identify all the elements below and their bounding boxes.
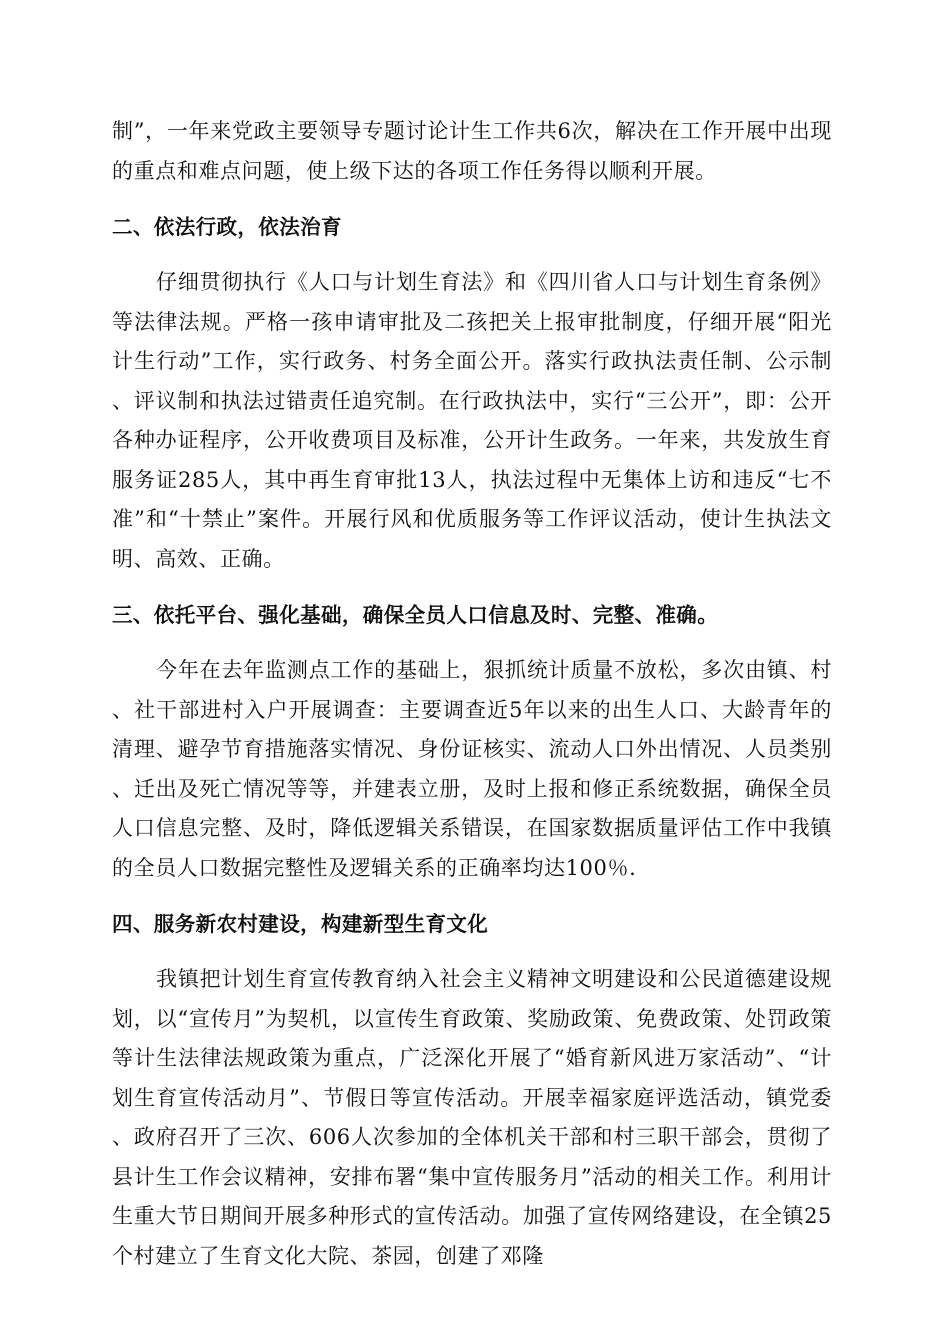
section-heading-4: 四、服务新农村建设，构建新型生育文化: [112, 912, 489, 936]
document-body: [112, 112, 832, 1276]
section-body-2: 仔细贯彻执行《人口与计划生育法》和《四川省人口与计划生育条例》等法律法规。严格一孩申请审批及二孩把关上报审批制度，仔细开展“阳光计生行动”工作，实行政务、村务全面公开。落实行政执法责任制、公示制、评议制和执法过错责任追究制。在行政执法中，实行“三公开”，即：公开各种办证程序，公开收费项目及标准，公开计生政务。一年来，共发放生育服务证285人，其中再生育审批13人，执法过程中无集体上访和违反“七不准”和“十禁止”案件。开展行风和优质服务等工作评议活动，使计生执法文明、高效、正确。: [112, 270, 832, 571]
section-heading-3: 三、依托平台、强化基础，确保全员人口信息及时、完整、准确。: [112, 603, 719, 627]
section-heading-2: 二、依法行政，依法治育: [112, 215, 342, 239]
continuation-paragraph: 制”，一年来党政主要领导专题讨论计生工作共6次，解决在工作开展中出现的重点和难点问题，使上级下达的各项工作任务得以顺利开展。: [112, 119, 832, 183]
section-body-3: 今年在去年监测点工作的基础上，狠抓统计质量不放松，多次由镇、村、社干部进村入户开展调查：主要调查近5年以来的出生人口、大龄青年的清理、避孕节育措施落实情况、身份证核实、流动人口外出情况、人员类别、迁出及死亡情况等等，并建表立册，及时上报和修正系统数据，确保全员人口信息完整、及时，降低逻辑关系错误，在国家数据质量评估工作中我镇的全员人口数据完整性及逻辑关系的正确率均达100％.: [112, 658, 832, 880]
section-body-4: 我镇把计划生育宣传教育纳入社会主义精神文明建设和公民道德建设规划，以“宣传月”为契机，以宣传生育政策、奖励政策、免费政策、处罚政策等计生法律法规政策为重点，广泛深化开展了“婚育新风进万家活动”、“计划生育宣传活动月”、节假日等宣传活动。开展幸福家庭评选活动，镇党委、政府召开了三次、606人次参加的全体机关干部和村三职干部会，贯彻了县计生工作会议精神，安排布署“集中宣传服务月”活动的相关工作。利用计生重大节日期间开展多种形式的宣传活动。加强了宣传网络建设，在全镇25个村建立了生育文化大院、茶园，创建了邓隆: [112, 967, 832, 1268]
